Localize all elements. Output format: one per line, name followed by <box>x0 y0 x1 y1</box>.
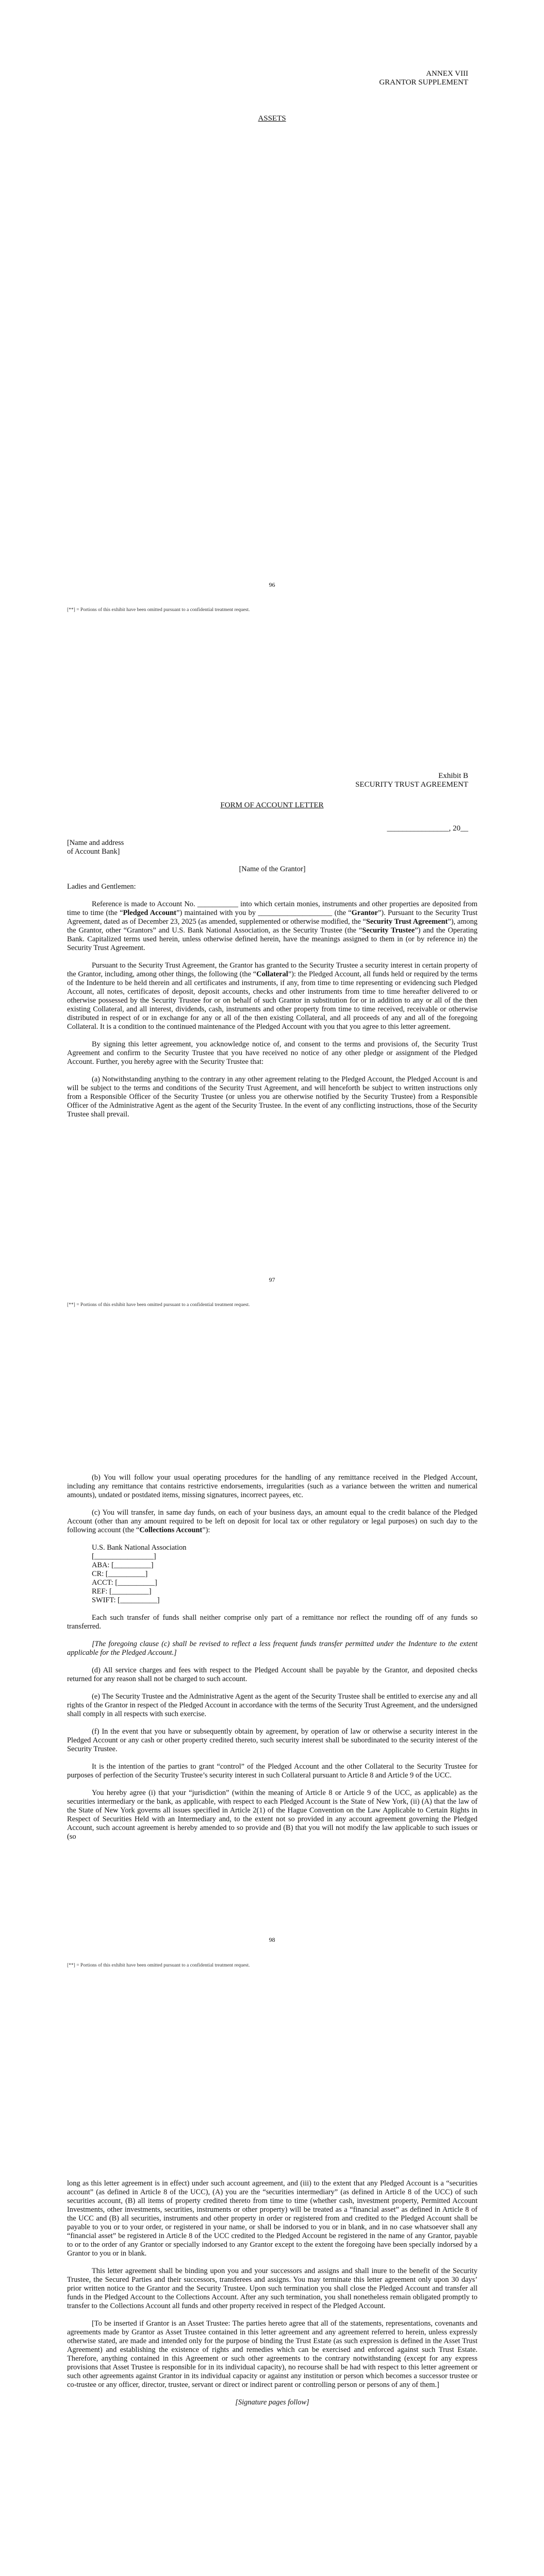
paragraph-acknowledge: By signing this letter agreement, you acknowledge notice of, and consent to the terms and provisions of, the Security Trust Agreement and confirm to the Security Trustee that you have received no notice of any other pledge or assignment of the Pledged Account. Further, you hereby agree with the Security Trustee that: <box>67 1040 477 1066</box>
addressee-line-2: of Account Bank] <box>67 848 120 856</box>
footnote: [**] = Portions of this exhibit have been omitted pursuant to a confidential treatment request. <box>67 1963 250 1968</box>
date-line: ________________, 20__ <box>387 824 468 833</box>
bank-address: [________________] <box>92 1552 156 1561</box>
annex-title: GRANTOR SUPPLEMENT <box>379 78 468 87</box>
paragraph-f: (f) In the event that you have or subsequently obtain by agreement, by operation of law or otherwise a security interest in the Pledged Account or any cash or other property credited thereto, such security interest shall be subordinated to the security interest of the Security Trustee. <box>67 1727 477 1753</box>
paragraph-c: (c) You will transfer, in same day funds, on each of your business days, an amount equal to the credit balance of the Pledged Account (other than any amount required to be left on deposit for local tax or other regulatory or legal purposes) on such day to the following account (the “Collections Account”): <box>67 1509 477 1534</box>
letter-body-continued <box>67 1473 477 1850</box>
annex-header <box>379 70 468 87</box>
bank-swift: SWIFT: [__________] <box>92 1596 160 1604</box>
exhibit-title: SECURITY TRUST AGREEMENT <box>355 781 468 789</box>
bank-ref: REF: [__________] <box>92 1587 152 1596</box>
bank-name: U.S. Bank National Association <box>92 1544 187 1552</box>
letter-body <box>67 839 477 1128</box>
salutation: Ladies and Gentlemen: <box>67 883 136 891</box>
addressee <box>67 839 477 856</box>
paragraph-binding: This letter agreement shall be binding upon you and your successors and assigns and shall inure to the benefit of the Security Trustee, the Secured Parties and their successors, transferees and assigns. You may terminate this letter agreement only upon 30 days’ prior written notice to the Grantor and the Security Trustee. Upon such termination you shall close the Pledged Account and transfer all funds in the Pledged Account to the Collections Account. After any such termination, you shall nonetheless remain obligated promptly to transfer to the Collections Account all funds and other property received in respect of the Pledged Account. <box>67 2267 477 2310</box>
paragraph-reference: Reference is made to Account No. ___________ into which certain monies, instruments and other properties are deposited from time to time (the “Pledged Account”) maintained with you by ____________________ (the “Grantor”). Pursuant to the Security Trust Agreement, dated as of December 23, 2025 (as amended, supplemented or otherwise modified, the “Security Trust Agreement”), among the Grantor, other “Grantors” and U.S. Bank National Association, as the Security Trustee (the “Security Trustee”) and the Operating Bank. Capitalized terms used herein, unless otherwise defined herein, have the meanings assigned to them in (or by reference in) the Security Trust Agreement. <box>67 900 478 952</box>
assets-heading: ASSETS <box>258 114 286 123</box>
paragraph-b: (b) You will follow your usual operating procedures for the handling of any remittance received in the Pledged Account, including any remittance that contains restrictive endorsements, irregularities (such as a variance between the written and numerical amounts), undated or postdated items, missing signatures, incorrect payees, etc. <box>67 1473 477 1499</box>
bank-aba: ABA: [__________] <box>92 1561 154 1569</box>
bank-cr: CR: [__________] <box>92 1570 148 1578</box>
signature-note: [Signature pages follow] <box>235 2398 309 2406</box>
annex-number: ANNEX VIII <box>426 70 468 78</box>
addressee-line-1: [Name and address <box>67 839 124 847</box>
paragraph-securities: long as this letter agreement is in effect) under such account agreement, and (iii) to the extent that any Pledged Account is a “securities account” (as defined in Article 8 of the UCC), (A) you are the “securities intermediary” (as defined in Article 8 of the UCC) of such securities account, (B) all items of property credited thereto from time to time (whether cash, investment property, Permitted Account Investments, other investments, securities, instruments or other property) will be treated as a “financial asset” as defined in Article 8 of the UCC and (B) all securities, instruments and other property in order or registered from and credited to the Pledged Account shall be payable to you or to your order, or registered in your name, or shall be indorsed to you or in blank, and in no case whatsoever shall any “financial asset” be registered in Article 8 of the UCC credited to the Pledged Account be registered in the name of any Grantor, payable to or to the order of any Grantor or specially indorsed to any Grantor except to the extent the foregoing have been specially indorsed by a Grantor to you or in blank. <box>67 2179 477 2258</box>
footnote: [**] = Portions of this exhibit have been omitted pursuant to a confidential treatment request. <box>67 607 250 613</box>
paragraph-control: It is the intention of the parties to grant “control” of the Pledged Account and the other Collateral to the Security Trustee for purposes of perfection of the Security Trustee’s security interest in such Collateral pursuant to Article 8 and Article 9 of the UCC. <box>67 1762 477 1780</box>
exhibit-number: Exhibit B <box>438 772 468 780</box>
grantor-name: [Name of the Grantor] <box>239 865 306 873</box>
page-97 <box>0 703 544 1406</box>
page-96 <box>0 0 544 703</box>
exhibit-header <box>355 772 468 789</box>
bank-acct: ACCT: [__________] <box>92 1579 157 1587</box>
drafting-note: [The foregoing clause (c) shall be revised to reflect a less frequent funds transfer permitted under the Indenture to the extent applicable for the Pledged Account.] <box>67 1640 477 1657</box>
form-title: FORM OF ACCOUNT LETTER <box>220 801 324 809</box>
letter-body-final <box>67 2179 477 2416</box>
paragraph-jurisdiction: You hereby agree (i) that your “jurisdiction” (within the meaning of Article 8 or Article 9 of the UCC, as applicable) as the securities intermediary or the bank, as applicable, with respect to each Pledged Account is the State of New York, (ii) (A) that the law of the State of New York governs all issues specified in Article 2(1) of the Hague Convention on the Law Applicable to Certain Rights in Respect of Securities Held with an Intermediary and, to the extent not so provided in any account agreement governing the Pledged Account, such account agreement is hereby amended to so provide and (B) that you will not modify the law applicable to such issues or (so <box>67 1789 477 1841</box>
paragraph-asset-trustee: [To be inserted if Grantor is an Asset Trustee: The parties hereto agree that all of the statements, representations, covenants and agreements made by Grantor as Asset Trustee contained in this letter agreement and any agreement referred to herein, unless expressly otherwise stated, are made and intended only for the purpose of binding the Trust Estate (as such expression is defined in the Asset Trust Agreement) and establishing the existence of rights and remedies which can be exercised and enforced against such Trust Estate. Therefore, anything contained in this Agreement or such other agreements to the contrary notwithstanding (except for any express provisions that Asset Trustee is responsible for in its individual capacity), no recourse shall be had with respect to this letter agreement or such other agreements against Grantor in its individual capacity or against any institution or person which becomes a successor trustee or co-trustee or any officer, director, trustee, servant or direct or indirect parent or controlling person or persons of any of them.] <box>67 2319 477 2389</box>
page-number: 98 <box>269 1936 275 1943</box>
paragraph-transfer: Each such transfer of funds shall neither comprise only part of a remittance nor reflect the rounding off of any funds so transferred. <box>67 1614 477 1631</box>
page-number: 97 <box>269 1276 275 1283</box>
paragraph-a: (a) Notwithstanding anything to the contrary in any other agreement relating to the Pledged Account, the Pledged Account is and will be subject to the terms and conditions of the Security Trust Agreement, and will henceforth be subject to written instructions only from a Responsible Officer of the Security Trustee (or unless you are otherwise notified by the Security Trustee) from a Responsible Officer of the Administrative Agent as the agent of the Security Trustee. In the event of any conflicting instructions, those of the Security Trustee shall prevail. <box>67 1075 477 1118</box>
footnote: [**] = Portions of this exhibit have been omitted pursuant to a confidential treatment request. <box>67 1302 250 1308</box>
page-98 <box>0 1406 544 2110</box>
page-number: 96 <box>269 581 275 588</box>
collections-account-details <box>67 1544 477 1605</box>
paragraph-d: (d) All service charges and fees with respect to the Pledged Account shall be payable by the Grantor, and deposited checks returned for any reason shall not be charged to such account. <box>67 1666 477 1683</box>
paragraph-e: (e) The Security Trustee and the Administrative Agent as the agent of the Security Trustee shall be entitled to exercise any and all rights of the Grantor in respect of the Pledged Account in accordance with the terms of the Security Trust Agreement, and the undersigned shall comply in all respects with such exercise. <box>67 1692 477 1718</box>
page-99 <box>0 2110 544 2576</box>
paragraph-collateral: Pursuant to the Security Trust Agreement, the Grantor has granted to the Security Trustee a security interest in certain property of the Grantor, including, among other things, the following (the “Collateral”): the Pledged Account, all funds held or required by the terms of the Indenture to be held therein and all certificates and instruments, if any, from time to time representing or evidencing such Pledged Account, all notes, certificates of deposit, deposit accounts, checks and other instruments from time to time hereafter delivered to or otherwise possessed by the Security Trustee for or on behalf of such Grantor in substitution for or in addition to any or all of the then existing Collateral, and all interest, dividends, cash, instruments and other property from time to time received, receivable or otherwise distributed in respect of or in exchange for any or all of the then existing Collateral, and all proceeds of any and all of the foregoing Collateral. It is a condition to the continued maintenance of the Pledged Account with you that you agree to this letter agreement. <box>67 961 477 1031</box>
